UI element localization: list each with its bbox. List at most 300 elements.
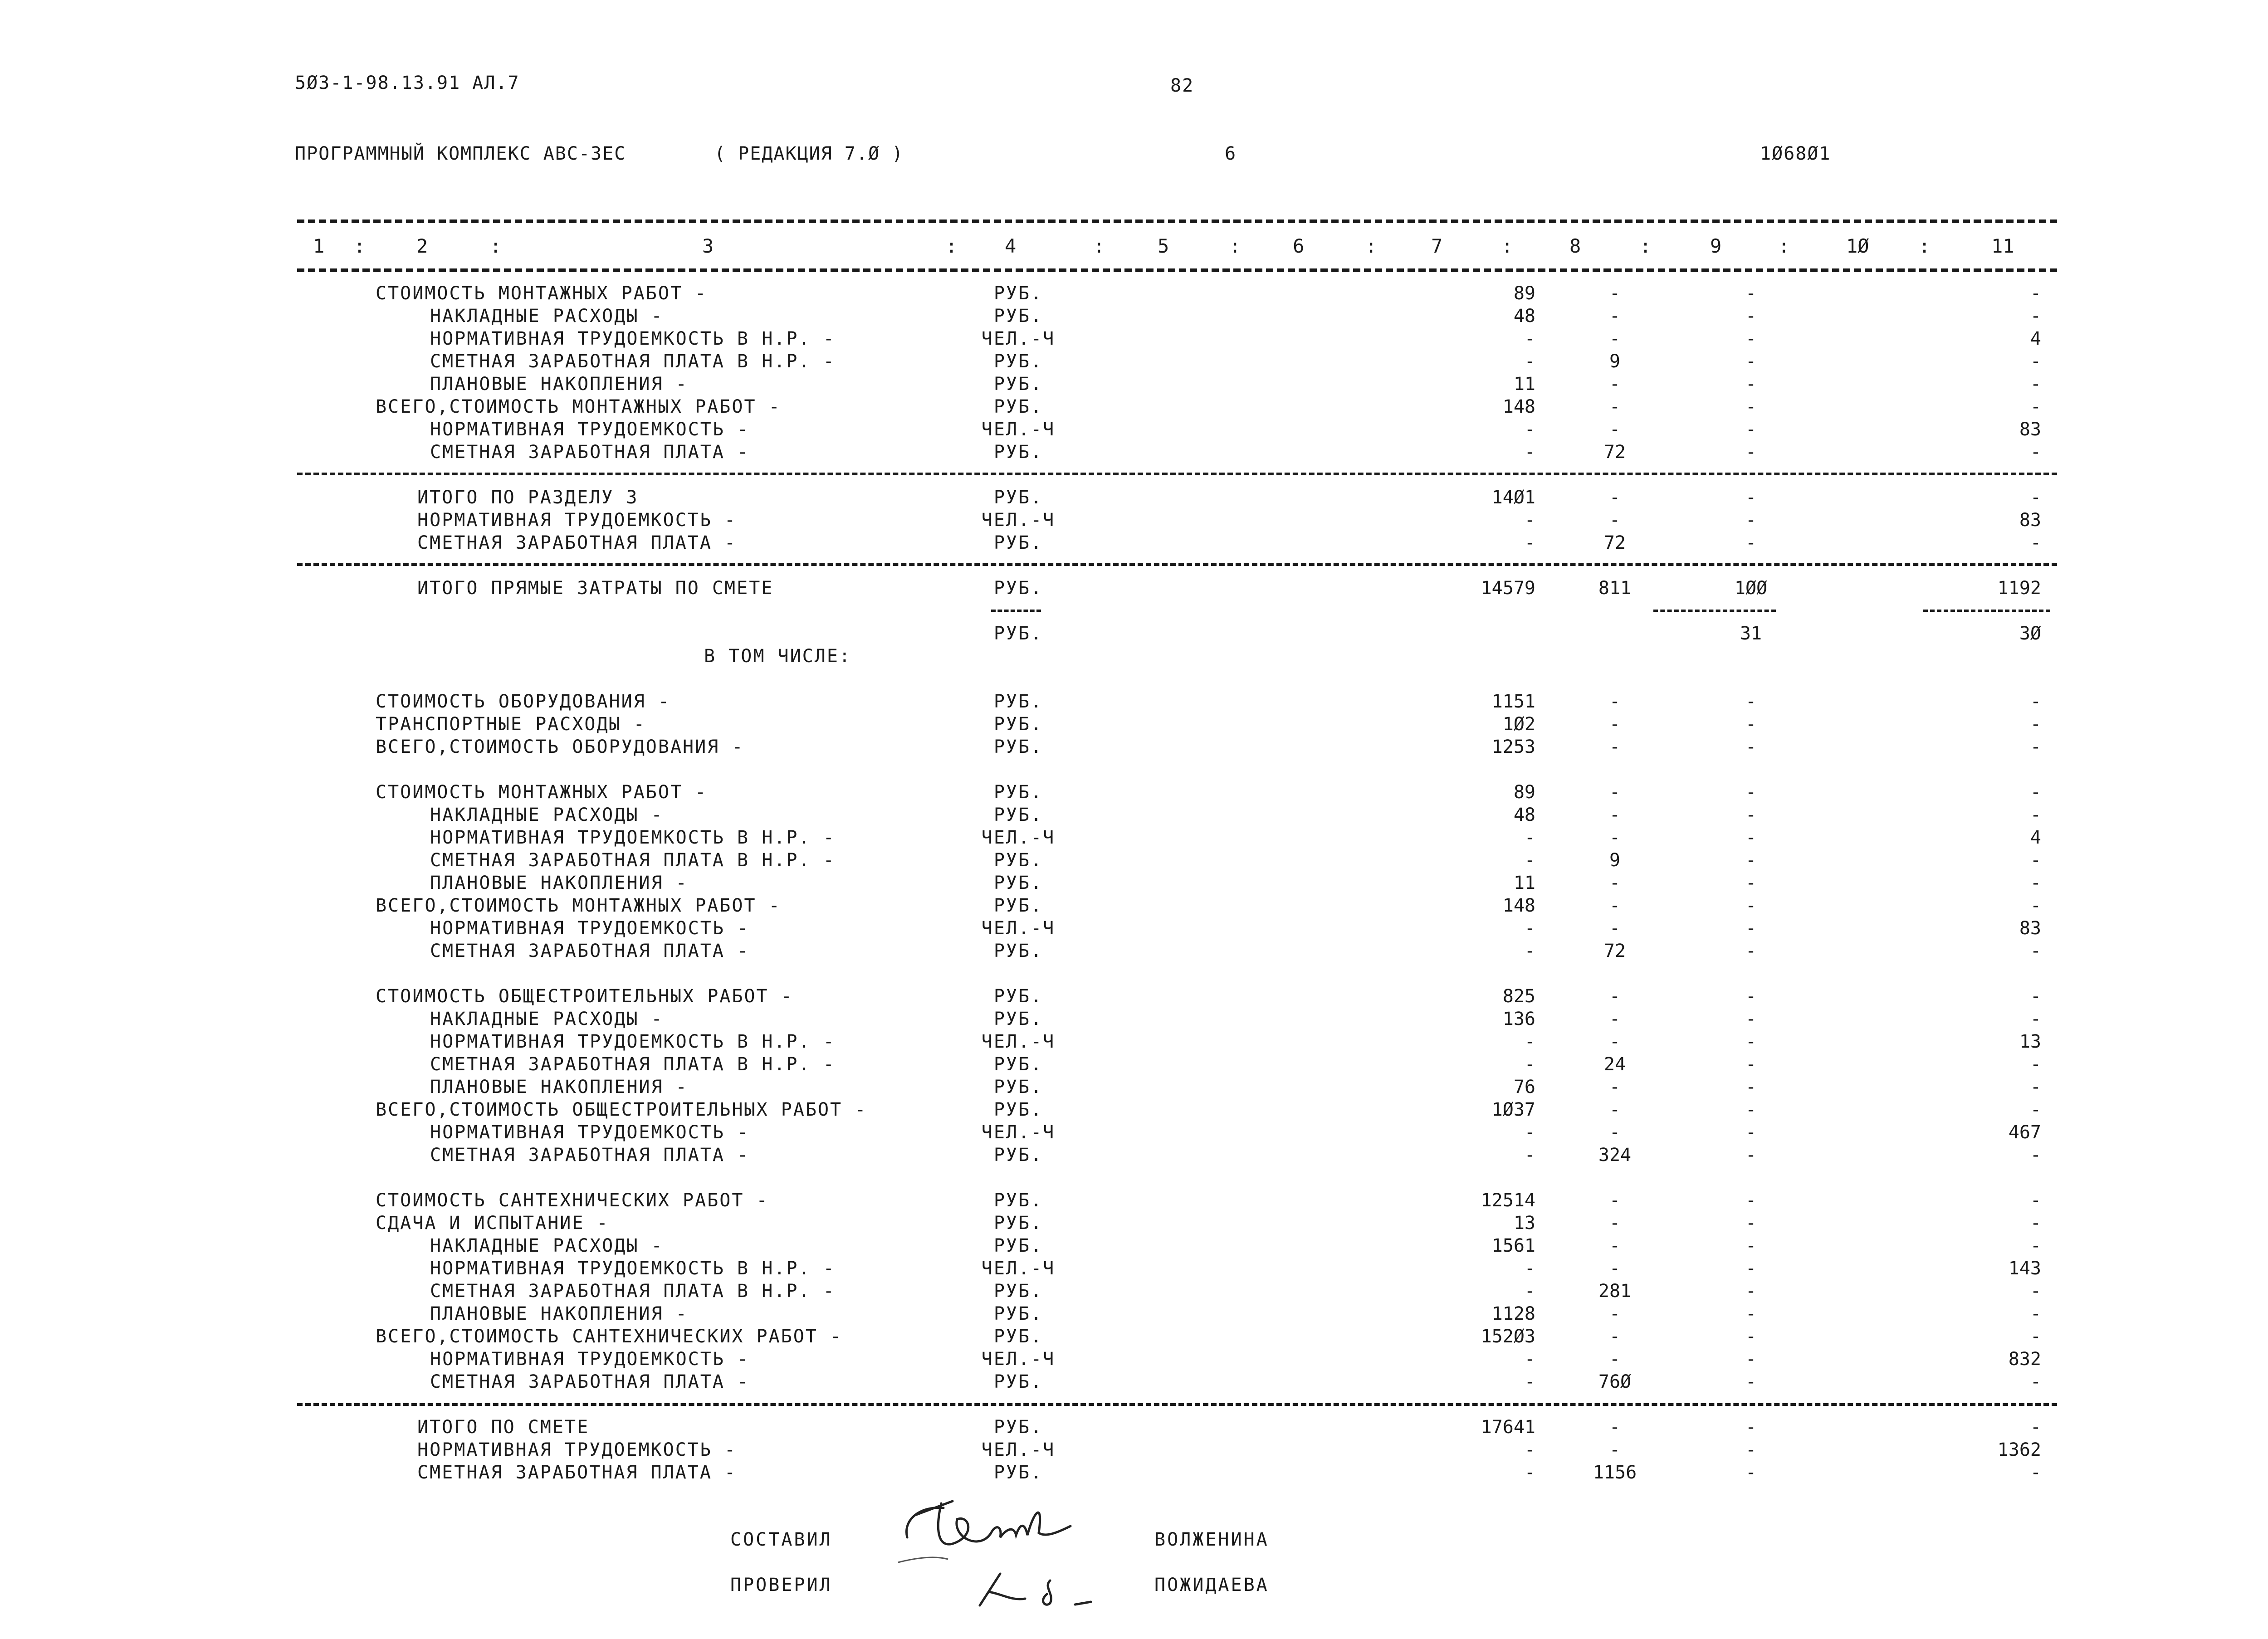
cell-col-11: - <box>2030 532 2041 553</box>
row-unit: РУБ. <box>993 873 1043 893</box>
cell-col-7: 12514 <box>1481 1190 1535 1211</box>
table-row <box>0 850 2268 873</box>
cell-col-9: - <box>1745 351 1757 372</box>
column-header-7: 7 <box>1431 235 1443 257</box>
cell-col-11: 4 <box>2030 328 2041 349</box>
column-header-9: 9 <box>1710 235 1722 257</box>
cell-col-9: - <box>1745 1031 1757 1052</box>
row-label: НОРМАТИВНАЯ ТРУДОЕМКОСТЬ В Н.Р. - <box>430 1258 836 1279</box>
cell-col-11: - <box>2030 1326 2041 1347</box>
row-unit: РУБ. <box>993 895 1043 916</box>
row-label: ИТОГО ПРЯМЫЕ ЗАТРАТЫ ПО СМЕТЕ <box>417 578 774 599</box>
cell-col-9: - <box>1745 691 1757 712</box>
page-number: 82 <box>1170 75 1194 96</box>
cell-col-8: - <box>1609 1326 1621 1347</box>
column-header-6: 6 <box>1293 235 1305 257</box>
cell-col-7: 17641 <box>1481 1417 1535 1438</box>
cell-col-7: - <box>1524 1258 1535 1279</box>
row-unit: ЧЕЛ.-Ч <box>981 328 1056 349</box>
row-unit: РУБ. <box>993 714 1043 735</box>
cell-col-8: 72 <box>1603 532 1626 553</box>
row-unit: РУБ. <box>993 737 1043 757</box>
column-separator: : <box>946 235 958 257</box>
cell-col-9: - <box>1745 1235 1757 1256</box>
cell-col-11: - <box>2030 873 2041 893</box>
row-label: НОРМАТИВНАЯ ТРУДОЕМКОСТЬ - <box>430 918 750 939</box>
row-label: СМЕТНАЯ ЗАРАБОТНАЯ ПЛАТА - <box>430 442 750 463</box>
table-row <box>0 374 2268 396</box>
cell-col-9: - <box>1745 986 1757 1007</box>
row-label: ИТОГО ПО РАЗДЕЛУ 3 <box>417 487 639 508</box>
row-unit: ЧЕЛ.-Ч <box>981 827 1056 848</box>
row-label: НОРМАТИВНАЯ ТРУДОЕМКОСТЬ В Н.Р. - <box>430 1031 836 1052</box>
cell-col-8: - <box>1609 827 1621 848</box>
cell-col-11: - <box>2030 306 2041 327</box>
table-row <box>0 1326 2268 1349</box>
cell-col-7: - <box>1524 1462 1535 1483</box>
cell-col-8: - <box>1609 1009 1621 1029</box>
cell-col-8: - <box>1609 1303 1621 1324</box>
cell-col-11: - <box>2030 1213 2041 1234</box>
row-label: СМЕТНАЯ ЗАРАБОТНАЯ ПЛАТА - <box>417 1462 737 1483</box>
row-label: ПЛАНОВЫЕ НАКОПЛЕНИЯ - <box>430 374 688 395</box>
table-row <box>0 805 2268 827</box>
cell-col-7: 14579 <box>1481 578 1535 599</box>
cell-col-11: 83 <box>2019 510 2041 531</box>
cell-col-7: 11 <box>1513 873 1535 893</box>
section-rule <box>297 1403 2057 1406</box>
row-unit: РУБ. <box>993 1099 1043 1120</box>
cell-col-7: - <box>1524 442 1535 463</box>
cell-col-11: - <box>2030 1145 2041 1166</box>
cell-col-8: - <box>1609 918 1621 939</box>
cell-col-11: - <box>2030 895 2041 916</box>
table-row <box>0 1439 2268 1462</box>
cell-col-9: - <box>1745 306 1757 327</box>
cell-col-8: - <box>1609 328 1621 349</box>
column-header-1: 1 <box>313 235 325 257</box>
cell-col-8: 324 <box>1598 1145 1632 1166</box>
row-unit: РУБ. <box>993 1009 1043 1029</box>
row-label: СМЕТНАЯ ЗАРАБОТНАЯ ПЛАТА В Н.Р. - <box>430 1281 836 1302</box>
cell-col-8: - <box>1609 1031 1621 1052</box>
row-label: ПЛАНОВЫЕ НАКОПЛЕНИЯ - <box>430 873 688 893</box>
cell-col-7: - <box>1524 351 1535 372</box>
cell-col-7: - <box>1524 1349 1535 1370</box>
column-separator: : <box>1229 235 1241 257</box>
column-separator: : <box>1919 235 1931 257</box>
table-row <box>0 351 2268 374</box>
row-label: ВСЕГО,СТОИМОСТЬ МОНТАЖНЫХ РАБОТ - <box>376 895 781 916</box>
row-unit: ЧЕЛ.-Ч <box>981 419 1056 440</box>
row-unit: ЧЕЛ.-Ч <box>981 1258 1056 1279</box>
column-header-2: 2 <box>416 235 428 257</box>
table-row <box>0 283 2268 306</box>
cell-col-9: - <box>1745 283 1757 304</box>
cell-col-7: - <box>1524 1371 1535 1392</box>
cell-col-7: - <box>1524 1054 1535 1075</box>
cell-col-11: - <box>2030 805 2041 825</box>
table-row <box>0 714 2268 737</box>
row-label: СМЕТНАЯ ЗАРАБОТНАЯ ПЛАТА - <box>430 1145 750 1166</box>
table-row <box>0 1303 2268 1326</box>
row-label: ВСЕГО,СТОИМОСТЬ ОБОРУДОВАНИЯ - <box>376 737 744 757</box>
cell-col-7: 148 <box>1502 396 1535 417</box>
checker-signature <box>962 1560 1107 1615</box>
row-unit: ЧЕЛ.-Ч <box>981 1031 1056 1052</box>
row-unit: РУБ. <box>993 986 1043 1007</box>
cell-col-8: - <box>1609 737 1621 757</box>
cell-col-9: - <box>1745 1303 1757 1324</box>
cell-col-9: - <box>1745 714 1757 735</box>
cell-col-11: - <box>2030 737 2041 757</box>
cell-col-7: 89 <box>1513 283 1535 304</box>
table-row <box>0 918 2268 941</box>
column-header-4: 4 <box>1005 235 1017 257</box>
cell-col-7: 11 <box>1513 374 1535 395</box>
compiled-name: ВОЛЖЕНИНА <box>1154 1529 1269 1550</box>
cell-col-9: - <box>1745 510 1757 531</box>
cell-col-8: - <box>1609 1349 1621 1370</box>
column-separator: : <box>354 235 366 257</box>
row-label: ПЛАНОВЫЕ НАКОПЛЕНИЯ - <box>430 1303 688 1324</box>
row-unit: РУБ. <box>993 374 1043 395</box>
column-header-3: 3 <box>702 235 714 257</box>
cell-col-11: 83 <box>2019 918 2041 939</box>
column-separator: : <box>1365 235 1377 257</box>
cell-col-7: - <box>1524 419 1535 440</box>
row-label: СМЕТНАЯ ЗАРАБОТНАЯ ПЛАТА - <box>417 532 737 553</box>
cell-col-8: - <box>1609 419 1621 440</box>
row-unit: РУБ. <box>993 1326 1043 1347</box>
cell-col-9: - <box>1745 374 1757 395</box>
table-row <box>0 1417 2268 1439</box>
cell-col-8: 811 <box>1598 578 1632 599</box>
cell-col-9: - <box>1745 328 1757 349</box>
row-label: ИТОГО ПО СМЕТЕ <box>417 1417 590 1438</box>
table-row <box>0 442 2268 464</box>
row-unit: РУБ. <box>993 1145 1043 1166</box>
cell-col-8: - <box>1609 396 1621 417</box>
cell-col-7: 89 <box>1513 782 1535 803</box>
sheet-number: 6 <box>1225 143 1237 164</box>
column-separator: : <box>1093 235 1105 257</box>
column-header-5: 5 <box>1158 235 1169 257</box>
row-unit: РУБ. <box>993 1190 1043 1211</box>
table-row <box>0 532 2268 555</box>
cell-col-7: 148 <box>1502 895 1535 916</box>
cell-col-11: - <box>2030 691 2041 712</box>
cell-col-11: - <box>2030 1009 2041 1029</box>
cell-col-11: - <box>2030 374 2041 395</box>
cell-col-8: - <box>1609 1190 1621 1211</box>
row-label: НОРМАТИВНАЯ ТРУДОЕМКОСТЬ - <box>430 1122 750 1143</box>
table-row <box>0 1145 2268 1167</box>
cell-col-7: - <box>1524 510 1535 531</box>
row-unit: ЧЕЛ.-Ч <box>981 1122 1056 1143</box>
row-label: ВСЕГО,СТОИМОСТЬ ОБЩЕСТРОИТЕЛЬНЫХ РАБОТ - <box>376 1099 867 1120</box>
cell-col-8: - <box>1609 487 1621 508</box>
cell-col-8: - <box>1609 283 1621 304</box>
cell-col-11: - <box>2030 941 2041 961</box>
cell-col-9: - <box>1745 1009 1757 1029</box>
table-row <box>0 1258 2268 1281</box>
column-separator: : <box>490 235 502 257</box>
row-unit: РУБ. <box>993 1235 1043 1256</box>
cell-col-7: 1253 <box>1491 737 1535 757</box>
row-unit: РУБ. <box>993 691 1043 712</box>
table-row <box>0 873 2268 895</box>
cell-col-8: 24 <box>1603 1054 1626 1075</box>
cell-col-9: - <box>1745 1077 1757 1098</box>
cell-col-8: 72 <box>1603 941 1626 961</box>
cell-col-7: 76 <box>1513 1077 1535 1098</box>
cell-col-9: 31 <box>1740 623 1762 644</box>
cell-col-7: - <box>1524 918 1535 939</box>
row-label: НАКЛАДНЫЕ РАСХОДЫ - <box>430 306 664 327</box>
table-row <box>0 510 2268 532</box>
cell-col-11: - <box>2030 1054 2041 1075</box>
cell-col-9: - <box>1745 419 1757 440</box>
cell-col-9: - <box>1745 442 1757 463</box>
table-row <box>0 691 2268 714</box>
cell-col-11: - <box>2030 1303 2041 1324</box>
row-unit: РУБ. <box>993 1417 1043 1438</box>
cell-col-11: 83 <box>2019 419 2041 440</box>
cell-col-11: 13 <box>2019 1031 2041 1052</box>
row-unit: РУБ. <box>993 850 1043 871</box>
cell-col-9: - <box>1745 1213 1757 1234</box>
table-row <box>0 578 2268 600</box>
cell-col-9: - <box>1745 1371 1757 1392</box>
cell-col-8: - <box>1609 1439 1621 1460</box>
cell-col-8: - <box>1609 1258 1621 1279</box>
cell-col-8: - <box>1609 714 1621 735</box>
cell-col-11: 3Ø <box>2019 623 2041 644</box>
table-row <box>0 328 2268 351</box>
row-unit: РУБ. <box>993 805 1043 825</box>
row-label: СМЕТНАЯ ЗАРАБОТНАЯ ПЛАТА - <box>430 941 750 961</box>
column-header-10: 1Ø <box>1846 235 1869 257</box>
cell-col-7: - <box>1524 1439 1535 1460</box>
cell-col-9: - <box>1745 1054 1757 1075</box>
row-unit: РУБ. <box>993 1303 1043 1324</box>
checked-name: ПОЖИДАЕВА <box>1154 1575 1269 1595</box>
cell-col-9: - <box>1745 827 1757 848</box>
row-label: НОРМАТИВНАЯ ТРУДОЕМКОСТЬ - <box>430 1349 750 1370</box>
cell-col-9: - <box>1745 1258 1757 1279</box>
cell-col-11: - <box>2030 1281 2041 1302</box>
cell-col-8: - <box>1609 374 1621 395</box>
cell-col-8: - <box>1609 1417 1621 1438</box>
column-header-11: 11 <box>1991 235 2014 257</box>
cell-col-8: - <box>1609 782 1621 803</box>
row-unit: РУБ. <box>993 487 1043 508</box>
table-top-rule <box>297 220 2057 223</box>
cell-col-11: - <box>2030 986 2041 1007</box>
cell-col-11: - <box>2030 1077 2041 1098</box>
cell-col-8: - <box>1609 306 1621 327</box>
cell-col-8: 72 <box>1603 442 1626 463</box>
cell-col-11: 1362 <box>1997 1439 2041 1460</box>
row-unit: ЧЕЛ.-Ч <box>981 510 1056 531</box>
cell-col-7: 14Ø1 <box>1491 487 1535 508</box>
cell-col-9: - <box>1745 1462 1757 1483</box>
checked-label: ПРОВЕРИЛ <box>730 1575 832 1595</box>
cell-col-9: - <box>1745 1417 1757 1438</box>
section-rule <box>297 473 2057 475</box>
cell-col-11: - <box>2030 351 2041 372</box>
table-row <box>0 1190 2268 1213</box>
cell-col-7: - <box>1524 850 1535 871</box>
cell-col-9: - <box>1745 1190 1757 1211</box>
row-label: СТОИМОСТЬ ОБОРУДОВАНИЯ - <box>376 691 670 712</box>
cell-col-8: 1156 <box>1593 1462 1637 1483</box>
cell-col-9: - <box>1745 1281 1757 1302</box>
column-header-rule <box>297 268 2057 272</box>
cell-col-11: 832 <box>2008 1349 2041 1370</box>
row-label: НОРМАТИВНАЯ ТРУДОЕМКОСТЬ В Н.Р. - <box>430 328 836 349</box>
row-label: ПЛАНОВЫЕ НАКОПЛЕНИЯ - <box>430 1077 688 1098</box>
cell-col-8: - <box>1609 1235 1621 1256</box>
cell-col-9: - <box>1745 873 1757 893</box>
row-label: НОРМАТИВНАЯ ТРУДОЕМКОСТЬ - <box>417 510 737 531</box>
cell-col-9: - <box>1745 918 1757 939</box>
table-row <box>0 1031 2268 1054</box>
row-unit: РУБ. <box>993 442 1043 463</box>
cell-col-8: 9 <box>1609 850 1621 871</box>
cell-col-7: 48 <box>1513 805 1535 825</box>
table-row <box>0 737 2268 759</box>
cell-col-9: - <box>1745 1122 1757 1143</box>
compiled-label: СОСТАВИЛ <box>730 1529 832 1550</box>
table-row <box>0 623 2268 646</box>
subtotal-underline <box>1923 610 2050 612</box>
table-row <box>0 986 2268 1009</box>
row-unit: РУБ. <box>993 351 1043 372</box>
row-unit: ЧЕЛ.-Ч <box>981 918 1056 939</box>
cell-col-8: 281 <box>1598 1281 1632 1302</box>
row-unit: РУБ. <box>993 1462 1043 1483</box>
cell-col-9: - <box>1745 805 1757 825</box>
cell-col-7: 1151 <box>1491 691 1535 712</box>
cell-col-8: - <box>1609 1213 1621 1234</box>
cell-col-11: - <box>2030 1235 2041 1256</box>
row-unit: РУБ. <box>993 1213 1043 1234</box>
row-unit: ЧЕЛ.-Ч <box>981 1439 1056 1460</box>
cell-col-11: 143 <box>2008 1258 2041 1279</box>
cell-col-7: - <box>1524 941 1535 961</box>
table-row <box>0 1349 2268 1371</box>
cell-col-11: - <box>2030 1462 2041 1483</box>
cell-col-8: - <box>1609 1077 1621 1098</box>
row-unit: РУБ. <box>993 532 1043 553</box>
document-code: 1Ø68Ø1 <box>1760 143 1831 164</box>
cell-col-8: - <box>1609 986 1621 1007</box>
cell-col-9: - <box>1745 941 1757 961</box>
column-separator: : <box>1640 235 1652 257</box>
row-label: СТОИМОСТЬ МОНТАЖНЫХ РАБОТ - <box>376 283 708 304</box>
cell-col-11: 4 <box>2030 827 2041 848</box>
cell-col-11: - <box>2030 1417 2041 1438</box>
row-unit: РУБ. <box>993 283 1043 304</box>
cell-col-8: - <box>1609 1122 1621 1143</box>
row-label: НОРМАТИВНАЯ ТРУДОЕМКОСТЬ В Н.Р. - <box>430 827 836 848</box>
cell-col-11: 1192 <box>1997 578 2041 599</box>
cell-col-8: 9 <box>1609 351 1621 372</box>
row-label: СТОИМОСТЬ МОНТАЖНЫХ РАБОТ - <box>376 782 708 803</box>
row-label: ВСЕГО,СТОИМОСТЬ САНТЕХНИЧЕСКИХ РАБОТ - <box>376 1326 843 1347</box>
row-unit: РУБ. <box>993 782 1043 803</box>
row-unit: РУБ. <box>993 1077 1043 1098</box>
table-row <box>0 941 2268 963</box>
cell-col-7: - <box>1524 827 1535 848</box>
cell-col-9: 1ØØ <box>1734 578 1768 599</box>
cell-col-9: - <box>1745 850 1757 871</box>
row-unit: РУБ. <box>993 1281 1043 1302</box>
table-row <box>0 1235 2268 1258</box>
row-unit: ЧЕЛ.-Ч <box>981 1349 1056 1370</box>
cell-col-7: - <box>1524 1031 1535 1052</box>
cell-col-9: - <box>1745 1145 1757 1166</box>
cell-col-11: - <box>2030 487 2041 508</box>
cell-col-11: - <box>2030 1371 2041 1392</box>
cell-col-9: - <box>1745 396 1757 417</box>
cell-col-9: - <box>1745 1349 1757 1370</box>
row-label: НОРМАТИВНАЯ ТРУДОЕМКОСТЬ - <box>417 1439 737 1460</box>
table-row <box>0 895 2268 918</box>
cell-col-9: - <box>1745 487 1757 508</box>
row-label: ТРАНСПОРТНЫЕ РАСХОДЫ - <box>376 714 646 735</box>
row-unit: РУБ. <box>993 941 1043 961</box>
cell-col-9: - <box>1745 895 1757 916</box>
row-label: СТОИМОСТЬ ОБЩЕСТРОИТЕЛЬНЫХ РАБОТ - <box>376 986 793 1007</box>
table-row <box>0 1462 2268 1485</box>
cell-col-9: - <box>1745 1099 1757 1120</box>
table-row <box>0 1122 2268 1145</box>
cell-col-7: 1Ø37 <box>1491 1099 1535 1120</box>
row-label: СМЕТНАЯ ЗАРАБОТНАЯ ПЛАТА В Н.Р. - <box>430 1054 836 1075</box>
cell-col-7: 1Ø2 <box>1502 714 1535 735</box>
cell-col-11: - <box>2030 1099 2041 1120</box>
cell-col-8: - <box>1609 691 1621 712</box>
subtotal-underline <box>1653 610 1776 612</box>
row-label: СДАЧА И ИСПЫТАНИЕ - <box>376 1213 609 1234</box>
cell-col-7: 152Ø3 <box>1481 1326 1535 1347</box>
cell-col-9: - <box>1745 782 1757 803</box>
cell-col-8: 76Ø <box>1598 1371 1632 1392</box>
cell-col-11: - <box>2030 283 2041 304</box>
table-row <box>0 1009 2268 1031</box>
cell-col-9: - <box>1745 532 1757 553</box>
table-row <box>0 1077 2268 1099</box>
cell-col-11: - <box>2030 714 2041 735</box>
program-name: ПРОГРАММНЫЙ КОМПЛЕКС АВС-3ЕС <box>295 143 626 164</box>
row-unit: РУБ. <box>993 1371 1043 1392</box>
cell-col-11: - <box>2030 442 2041 463</box>
program-edition: ( РЕДАКЦИЯ 7.Ø ) <box>714 143 904 164</box>
table-row <box>0 306 2268 328</box>
cell-col-9: - <box>1745 1439 1757 1460</box>
row-label: СМЕТНАЯ ЗАРАБОТНАЯ ПЛАТА В Н.Р. - <box>430 850 836 871</box>
column-separator: : <box>1778 235 1790 257</box>
row-label: НАКЛАДНЫЕ РАСХОДЫ - <box>430 805 664 825</box>
cell-col-8: - <box>1609 510 1621 531</box>
cell-col-7: 1561 <box>1491 1235 1535 1256</box>
table-row <box>0 782 2268 805</box>
table-row <box>0 1371 2268 1394</box>
table-row <box>0 827 2268 850</box>
